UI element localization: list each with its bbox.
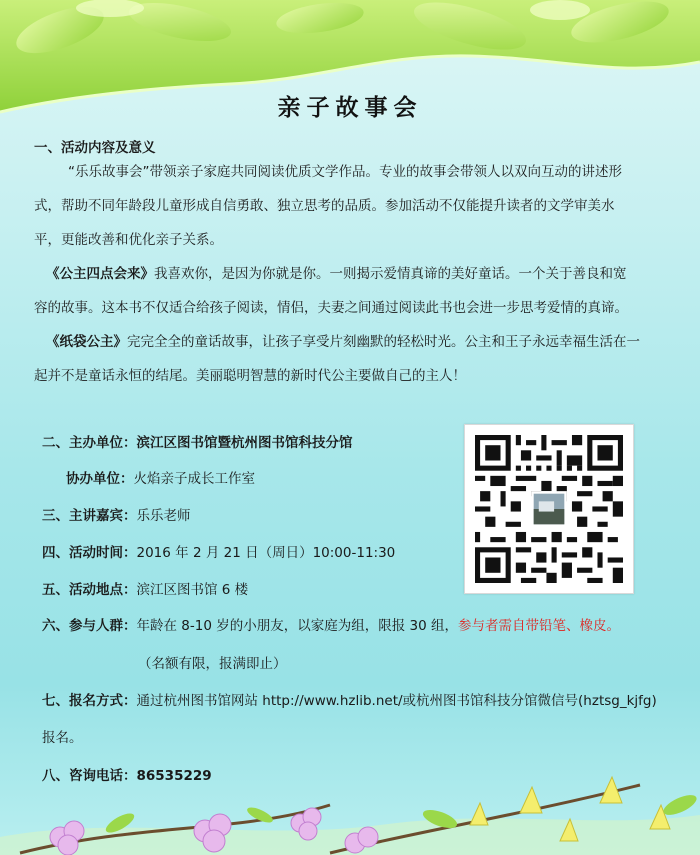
page-title: 亲子故事会 bbox=[277, 94, 423, 121]
book1-title: 《公主四点会来》 bbox=[46, 266, 154, 282]
section1-paragraph bbox=[34, 155, 674, 393]
location-label: 五、活动地点： bbox=[42, 582, 137, 598]
phone-value: 86535229 bbox=[136, 768, 212, 784]
audience-row bbox=[42, 614, 620, 634]
signup-row-2: 报名。 bbox=[42, 730, 83, 746]
speaker-row bbox=[42, 504, 191, 524]
co-organizer-row bbox=[66, 467, 255, 487]
organizer-row bbox=[42, 431, 353, 451]
book2-title: 《纸袋公主》 bbox=[46, 334, 127, 350]
organizer-label: 二、主办单位： bbox=[42, 435, 137, 451]
location-row bbox=[42, 578, 248, 598]
audience-limit-note: （名额有限，报满即止） bbox=[138, 656, 287, 672]
book1-line-1 bbox=[34, 257, 674, 291]
co-organizer-value: 火焰亲子成长工作室 bbox=[133, 471, 255, 487]
book2-line-2: 起并不是童话永恒的结尾。美丽聪明智慧的新时代公主要做自己的主人！ bbox=[34, 368, 466, 384]
phone-row bbox=[42, 764, 212, 784]
book1-line-2: 容的故事。这本书不仅适合给孩子阅读，情侣，夫妻之间通过阅读此书也会进一步思考爱情的真谛。 bbox=[34, 300, 628, 316]
book2-line-1 bbox=[34, 325, 674, 359]
intro-line-2: 式，帮助不同年龄段儿童形成自信勇敢、独立思考的品质。参加活动不仅能提升读者的文学审美水 bbox=[34, 198, 615, 214]
time-row bbox=[42, 541, 395, 561]
section1-heading: 一、活动内容及意义 bbox=[34, 140, 156, 156]
intro-line-1: “乐乐故事会”带领亲子家庭共同阅读优质文学作品。专业的故事会带领人以双向互动的讲述形 bbox=[68, 164, 622, 180]
book1-text-1: 我喜欢你，是因为你就是你。一则揭示爱情真谛的美好童话。一个关于善良和宽 bbox=[154, 266, 627, 282]
time-value: 2016 年 2 月 21 日（周日）10:00-11:30 bbox=[136, 545, 396, 561]
audience-label: 六、参与人群： bbox=[42, 618, 137, 634]
audience-value: 年龄在 8-10 岁的小朋友，以家庭为组，限报 30 组， bbox=[136, 618, 458, 634]
audience-note: 参与者需自带铅笔、橡皮。 bbox=[457, 618, 620, 634]
time-label: 四、活动时间： bbox=[42, 545, 137, 561]
speaker-label: 三、主讲嘉宾： bbox=[42, 508, 137, 524]
signup-row bbox=[42, 689, 657, 709]
co-organizer-label: 协办单位： bbox=[66, 471, 134, 487]
location-value: 滨江区图书馆 6 楼 bbox=[136, 582, 249, 598]
signup-value: 通过杭州图书馆网站 http://www.hzlib.net/或杭州图书馆科技分馆微信号(hztsg_kjfg) bbox=[136, 693, 657, 709]
speaker-value: 乐乐老师 bbox=[136, 508, 191, 524]
book2-text-1: 完完全全的童话故事，让孩子享受片刻幽默的轻松时光。公主和王子永远幸福生活在一 bbox=[127, 334, 640, 350]
intro-line-3: 平，更能改善和优化亲子关系。 bbox=[34, 232, 223, 248]
qr-code-icon bbox=[475, 435, 623, 583]
qr-code bbox=[464, 424, 634, 594]
phone-label: 八、咨询电话： bbox=[42, 768, 137, 784]
organizer-value: 滨江区图书馆暨杭州图书馆科技分馆 bbox=[136, 435, 353, 451]
signup-label: 七、报名方式： bbox=[42, 693, 137, 709]
